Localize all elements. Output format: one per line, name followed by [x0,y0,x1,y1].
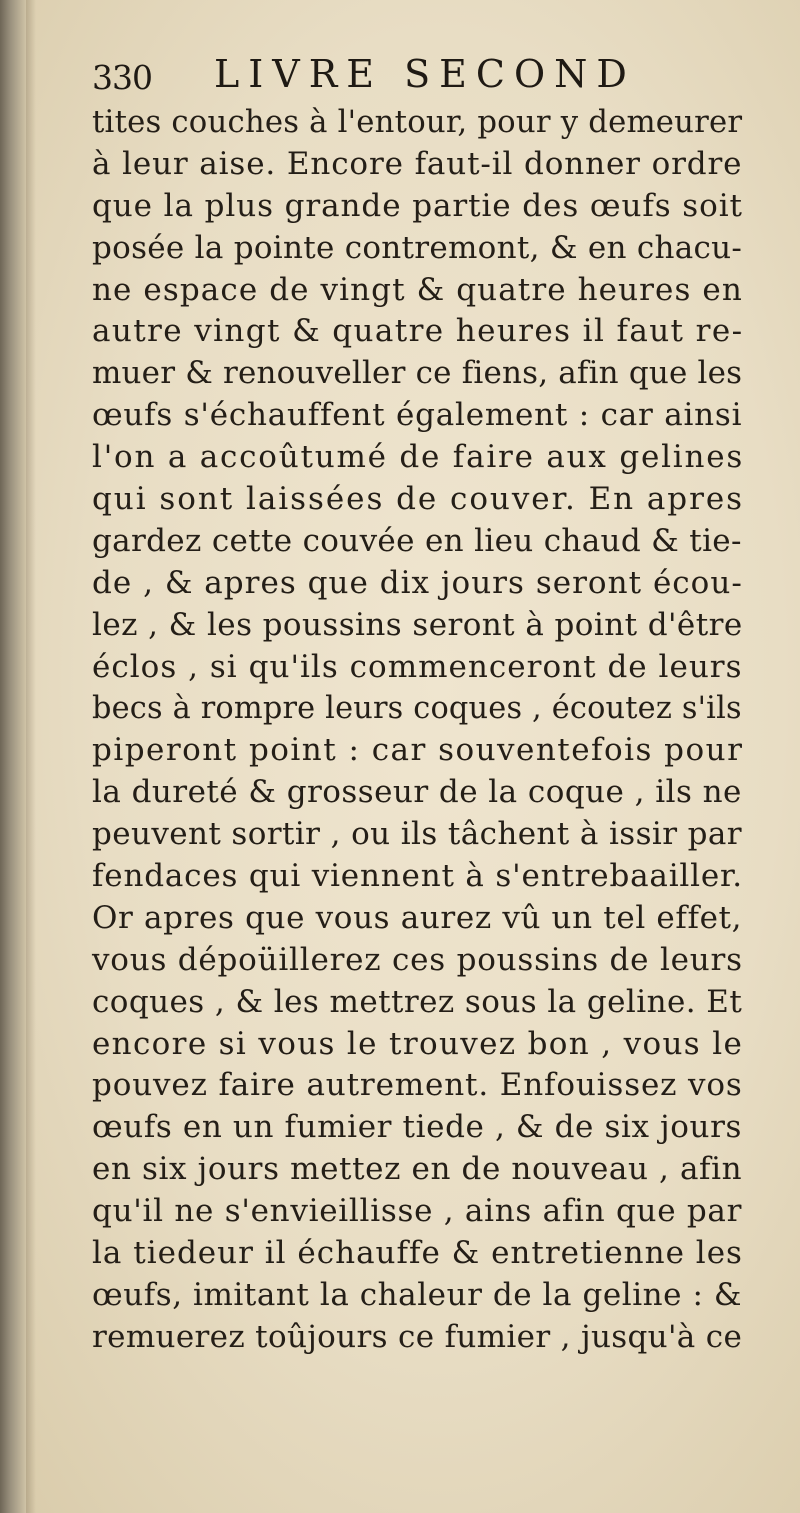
text-line: becs à rompre leurs coques , écoutez s'ils [92,690,742,727]
text-line: que la plus grande partie des œufs soit [92,187,743,224]
text-line: encore si vous le trouvez bon , vous le [92,1025,744,1062]
text-line: la dureté & grosseur de la coque , ils ne [92,774,742,811]
text-line: posée la pointe contremont, & en chacu- [92,229,743,266]
text-line: ne espace de vingt & quatre heures en [92,271,743,308]
text-line: tites couches à l'entour, pour y demeurer [92,104,743,140]
text-line: autre vingt & quatre heures il faut re- [92,313,744,350]
text-line: œufs s'échauffent également : car ainsi [92,397,743,434]
text-line: qui sont laissées de couver. En apres [92,481,745,518]
text-line: piperont point : car souventefois pour [92,732,744,769]
running-title: LIVRE SECOND [214,52,636,96]
text-line: en six jours mettez en de nouveau , afin [92,1151,743,1188]
text-line: peuvent sortir , ou ils tâchent à issir par [92,816,742,853]
text-line: fendaces qui viennent à s'entrebaailler. [92,858,743,895]
page-number: 330 [92,58,152,97]
running-head [92,52,712,102]
text-line: l'on a accoûtumé de faire aux gelines [92,439,745,476]
text-line: Or apres que vous aurez vû un tel effet, [92,899,743,936]
text-line: gardez cette couvée en lieu chaud & tie- [92,522,742,559]
gutter-shadow [26,0,36,1513]
text-line: éclos , si qu'ils commenceront de leurs [92,648,743,685]
text-line: muer & renouveller ce fiens, afin que les [92,355,743,392]
text-line: qu'il ne s'envieillisse , ains afin que par [92,1193,743,1230]
text-line: œufs en un fumier tiede , & de six jours [92,1109,743,1146]
text-line: pouvez faire autrement. Enfouissez vos [92,1067,743,1104]
text-line: lez , & les poussins seront à point d'être [92,606,743,643]
text-line: de , & apres que dix jours seront écou- [92,564,743,601]
text-line: œufs, imitant la chaleur de la geline : & [92,1276,743,1313]
text-line: la tiedeur il échauffe & entretienne les [92,1235,743,1272]
binding-gutter [0,0,26,1513]
text-line: vous dépoüillerez ces poussins de leurs [92,941,743,978]
text-line: à leur aise. Encore faut-il donner ordre [92,145,743,182]
text-line: remuerez toûjours ce fumier , jusqu'à ce [92,1318,743,1355]
text-line: coques , & les mettrez sous la geline. Et [92,983,743,1020]
body-text [92,102,745,1359]
